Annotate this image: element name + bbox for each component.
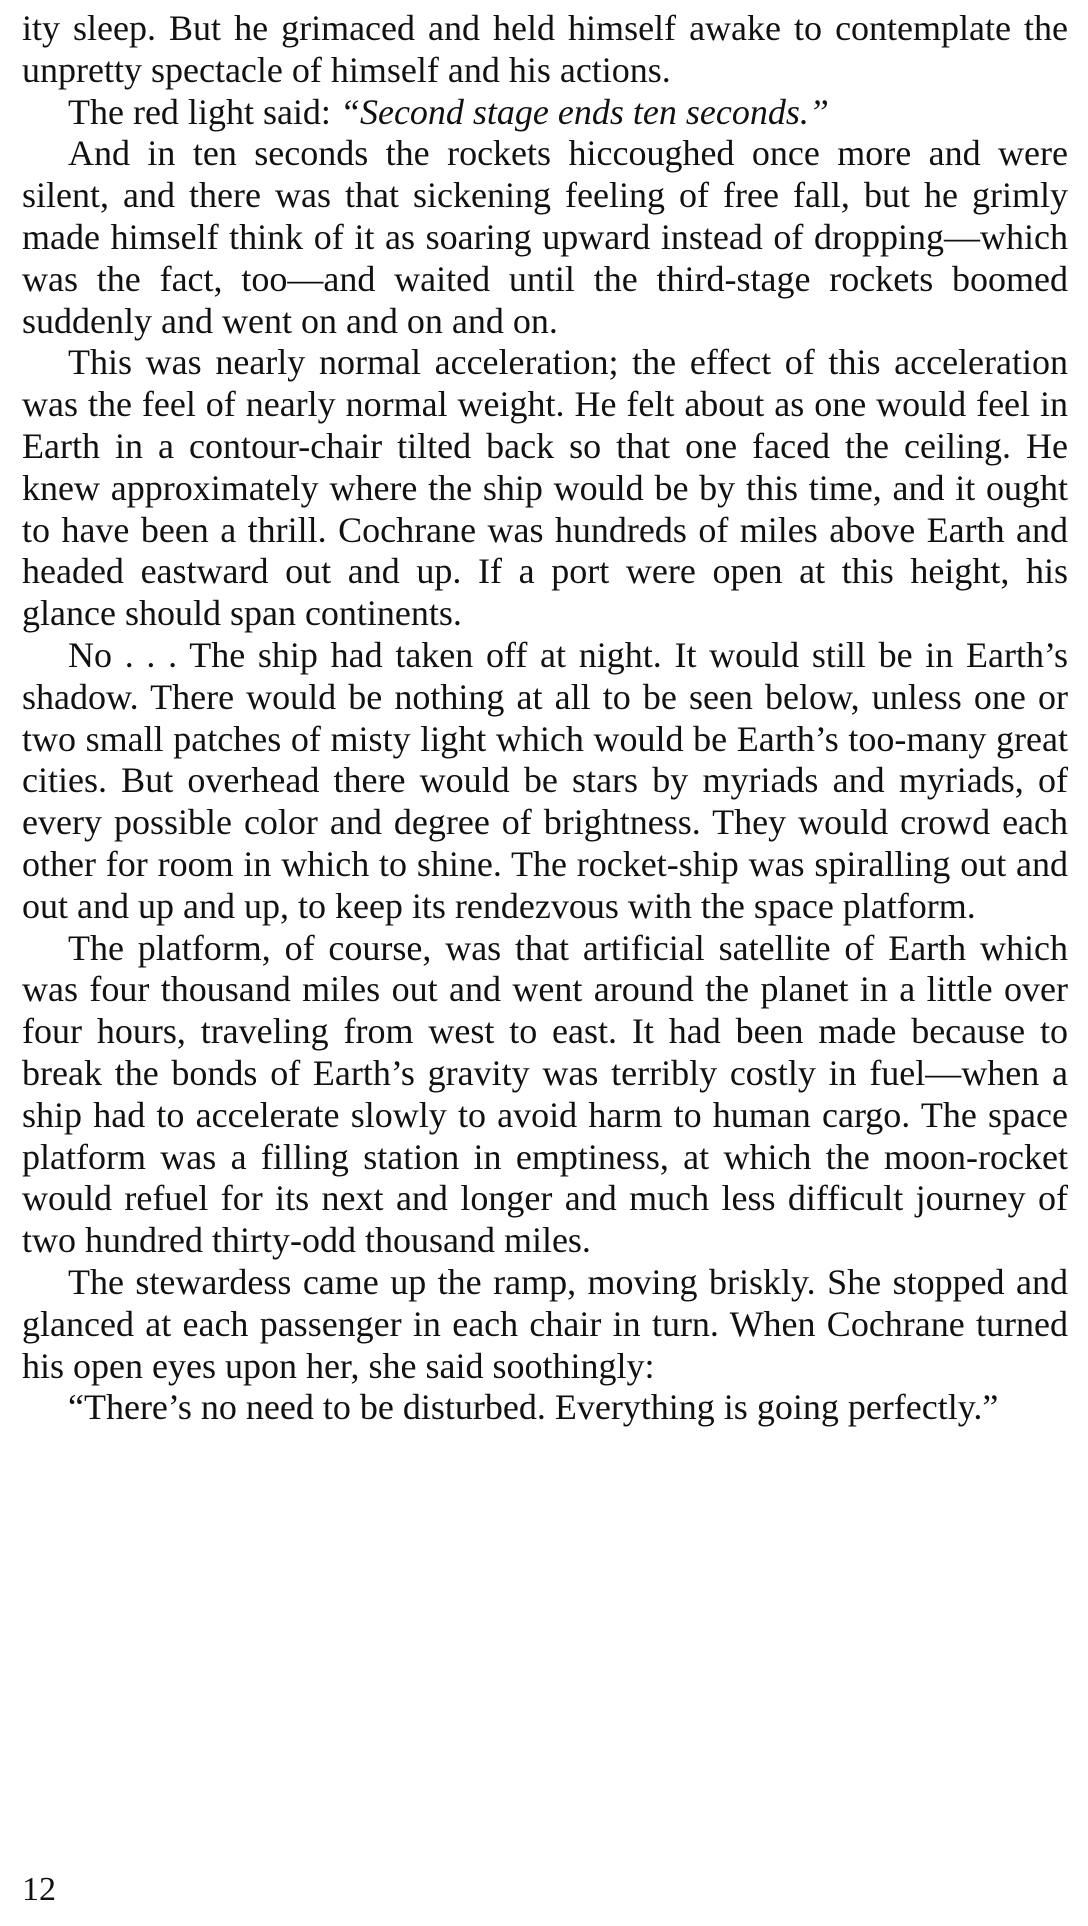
page-number: 12	[22, 1871, 56, 1908]
paragraph-red-light	[22, 92, 1068, 134]
paragraph-stewardess: The stewardess came up the ramp, moving briskly. She stopped and glanced at each passenger in each chair in turn. When Cochrane turned his open eyes upon her, she said soothingly:	[22, 1261, 1068, 1386]
book-page-text	[22, 8, 1068, 1429]
paragraph-sleep: ity sleep. But he grimaced and held himself awake to contemplate the unpretty spectacle of himself and his actions.	[22, 8, 1068, 90]
paragraph-free-fall: And in ten seconds the rockets hiccoughed once more and were silent, and there was that sickening feeling of free fall, but he grimly made himself think of it as soaring upward instead of dropping—which was the fact, too—and waited until the third-stage rockets boomed suddenly and went on and on and on.	[22, 133, 1068, 341]
paragraph-space-platform: The platform, of course, was that artificial satellite of Earth which was four thousand miles out and went around the planet in a little over four hours, traveling from west to east. It had been made because to break the bonds of Earth’s gravity was terribly costly in fuel—when a ship had to accelerate slowly to avoid harm to human cargo. The space platform was a filling station in emptiness, at which the moon-rocket would refuel for its next and longer and much less difficult journey of two hundred thirty-odd thousand miles.	[22, 927, 1068, 1261]
red-light-quote: “Second stage ends ten seconds.”	[339, 91, 829, 132]
red-light-lead: The red light said:	[68, 91, 340, 132]
paragraph-acceleration: This was nearly normal acceleration; the effect of this acceleration was the feel of nearly normal weight. He felt about as one would feel in Earth in a contour-chair tilted back so that one faced the ceiling. He knew approximately where the ship would be by this time, and it ought to have been a thrill. Cochrane was hundreds of miles above Earth and headed eastward out and up. If a port were open at this height, his glance should span continents.	[22, 342, 1068, 634]
paragraph-night-shadow: No . . . The ship had taken off at night. It would still be in Earth’s shadow. There would be nothing at all to be seen below, unless one or two small patches of misty light which would be Earth’s too-many great cities. But overhead there would be stars by myriads and myriads, of every possible color and degree of brightness. They would crowd each other for room in which to shine. The rocket-ship was spiralling out and out and up and up, to keep its rendezvous with the space platform.	[22, 634, 1068, 926]
paragraph-reassurance: “There’s no need to be disturbed. Everything is going perfectly.”	[68, 1387, 999, 1428]
